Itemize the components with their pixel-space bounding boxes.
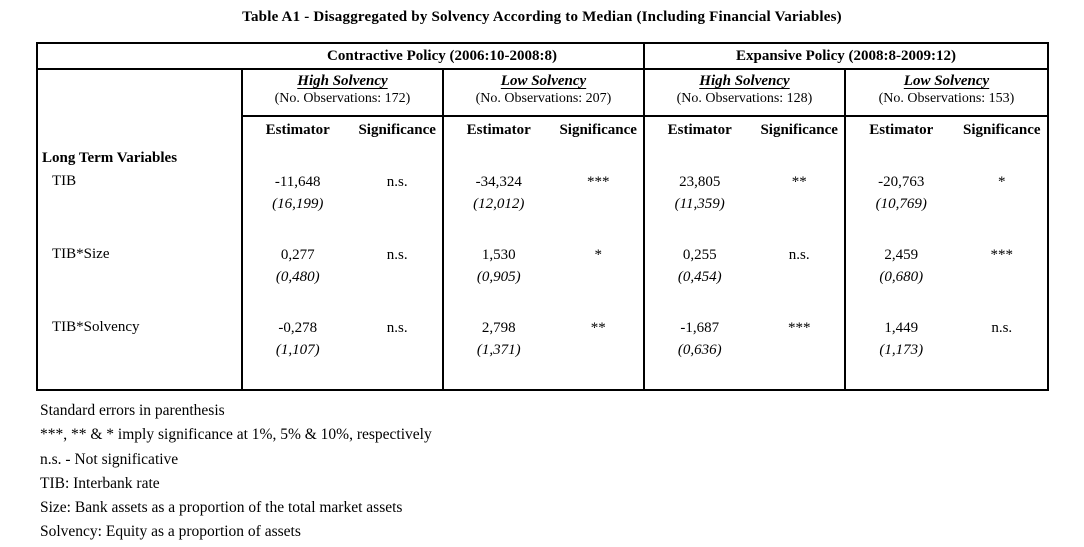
standard-error: (0,905): [476, 269, 521, 285]
estimator-block: [645, 318, 754, 361]
data-cell: [645, 243, 846, 316]
data-cell: [243, 243, 444, 316]
significance-value: **: [590, 320, 606, 336]
data-cell: [444, 170, 645, 243]
group-header-expansive-low: [846, 70, 1047, 117]
policy-header-contractive: [38, 44, 645, 68]
significance-value: ***: [990, 247, 1014, 263]
estimator-block: [444, 245, 553, 288]
variable-label: TIB: [38, 170, 243, 243]
solvency-title: High Solvency: [699, 73, 790, 89]
data-cell: [243, 316, 444, 389]
estimator-value: -20,763: [878, 174, 925, 190]
standard-error: (11,359): [674, 196, 725, 212]
estimator-value: 2,459: [884, 247, 919, 263]
column-header-cell: [243, 117, 444, 144]
significance-value: n.s.: [788, 247, 810, 263]
significance-header: Significance: [559, 122, 637, 138]
data-cell: [645, 316, 846, 389]
significance-value: n.s.: [991, 320, 1013, 336]
variable-label: TIB*Size: [38, 243, 243, 316]
table-notes: [40, 399, 940, 545]
estimator-block: [243, 245, 352, 288]
estimator-value: 1,449: [884, 320, 919, 336]
table-row-tib: [38, 170, 1047, 243]
empty-cell: [645, 144, 846, 170]
standard-error: (1,173): [879, 342, 924, 358]
column-header-cell: [444, 117, 645, 144]
data-cell: [846, 170, 1047, 243]
variable-label: TIB*Solvency: [38, 316, 243, 389]
solvency-title: High Solvency: [297, 73, 388, 89]
empty-cell: [243, 144, 444, 170]
column-header-row: [38, 117, 1047, 144]
table-note: Solvency: Equity as a proportion of assets: [40, 523, 301, 541]
data-cell: [444, 316, 645, 389]
significance-header: Significance: [963, 122, 1041, 138]
observations-count: (No. Observations: 172): [274, 91, 411, 106]
observations-count: (No. Observations: 153): [878, 91, 1015, 106]
policy-header-row: [38, 44, 1047, 70]
observations-count: (No. Observations: 207): [475, 91, 612, 106]
significance-value: ***: [787, 320, 811, 336]
table-row-tib-size: [38, 243, 1047, 316]
standard-error: (10,769): [875, 196, 927, 212]
significance-value: n.s.: [386, 174, 408, 190]
table-title: Table A1 - Disaggregated by Solvency According to Median (Including Financial Variables): [242, 9, 842, 25]
estimator-block: [243, 318, 352, 361]
estimator-block: [645, 245, 754, 288]
empty-header-cell: [38, 117, 243, 144]
estimator-value: 0,255: [682, 247, 717, 263]
section-label: Long Term Variables: [38, 144, 243, 170]
estimator-header: Estimator: [667, 122, 732, 138]
significance-value: n.s.: [386, 320, 408, 336]
significance-value: ***: [586, 174, 610, 190]
standard-error: (16,199): [272, 196, 324, 212]
estimator-value: -0,278: [278, 320, 318, 336]
table-note: n.s. - Not significative: [40, 450, 179, 468]
significance-header: Significance: [358, 122, 436, 138]
results-table: [36, 42, 1049, 391]
significance-header: Significance: [760, 122, 838, 138]
empty-cell: [444, 144, 645, 170]
standard-error: (0,680): [879, 269, 924, 285]
solvency-title: Low Solvency: [500, 73, 587, 89]
estimator-block: [846, 172, 957, 215]
table-note: TIB: Interbank rate: [40, 474, 160, 492]
table-note: Size: Bank assets as a proportion of the total market assets: [40, 499, 403, 517]
table-note: Standard errors in parenthesis: [40, 402, 225, 419]
standard-error: (0,480): [275, 269, 320, 285]
estimator-value: 2,798: [481, 320, 516, 336]
column-header-cell: [645, 117, 846, 144]
solvency-header-row: [38, 70, 1047, 117]
observations-count: (No. Observations: 128): [676, 91, 813, 106]
significance-value: *: [594, 247, 602, 263]
group-header-contractive-low: [444, 70, 645, 117]
policy-header-expansive: [645, 44, 1047, 68]
group-header-contractive-high: [243, 70, 444, 117]
policy-header-expansive-label: Expansive Policy (2008:8-2009:12): [736, 47, 956, 64]
estimator-block: [243, 172, 352, 215]
empty-header-cell: [38, 70, 243, 117]
column-header-cell: [846, 117, 1047, 144]
estimator-value: -34,324: [475, 174, 522, 190]
estimator-header: Estimator: [869, 122, 934, 138]
estimator-block: [645, 172, 754, 215]
data-cell: [846, 243, 1047, 316]
data-cell: [444, 243, 645, 316]
significance-value: *: [998, 174, 1006, 190]
table-note: ***, ** & * imply significance at 1%, 5% & 10%, respectively: [40, 426, 432, 444]
standard-error: (1,107): [275, 342, 320, 358]
estimator-block: [846, 318, 957, 361]
standard-error: (1,371): [476, 342, 521, 358]
data-cell: [645, 170, 846, 243]
estimator-header: Estimator: [265, 122, 330, 138]
significance-value: n.s.: [386, 247, 408, 263]
estimator-header: Estimator: [466, 122, 531, 138]
estimator-value: -11,648: [274, 174, 321, 190]
estimator-block: [444, 318, 553, 361]
estimator-value: -1,687: [680, 320, 720, 336]
section-row: [38, 144, 1047, 170]
estimator-value: 23,805: [679, 174, 721, 190]
estimator-value: 0,277: [280, 247, 315, 263]
standard-error: (0,636): [677, 342, 722, 358]
group-header-expansive-high: [645, 70, 846, 117]
standard-error: (12,012): [473, 196, 525, 212]
standard-error: (0,454): [677, 269, 722, 285]
empty-cell: [846, 144, 1047, 170]
table-row-tib-solvency: [38, 316, 1047, 389]
data-cell: [846, 316, 1047, 389]
estimator-value: 1,530: [481, 247, 516, 263]
policy-header-contractive-label: Contractive Policy (2006:10-2008:8): [327, 47, 557, 64]
estimator-block: [444, 172, 553, 215]
significance-value: **: [791, 174, 807, 190]
solvency-title: Low Solvency: [903, 73, 990, 89]
estimator-block: [846, 245, 957, 288]
data-cell: [243, 170, 444, 243]
